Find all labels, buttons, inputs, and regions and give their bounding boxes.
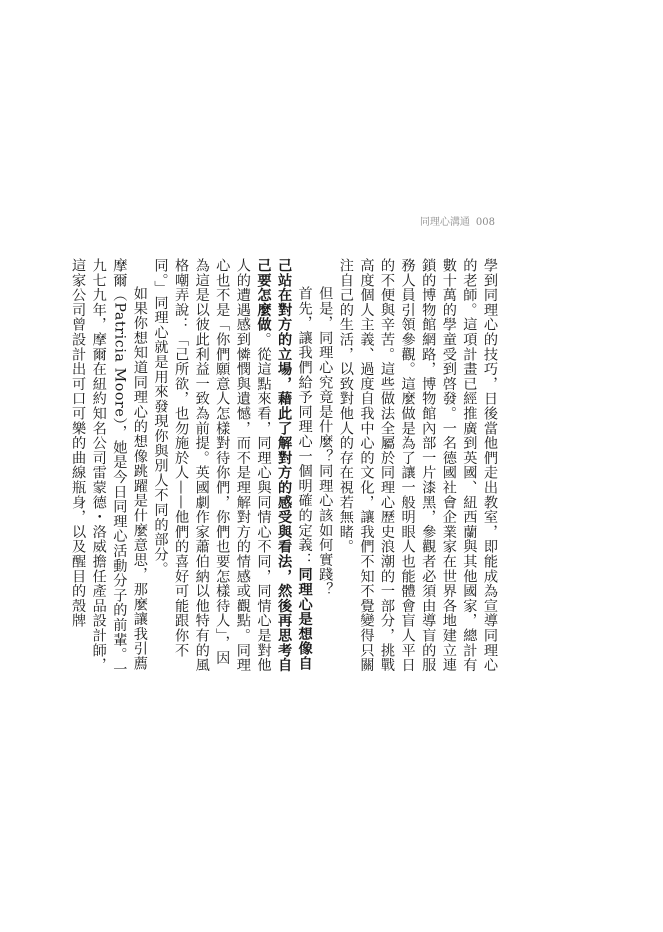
paragraph-2: 但是，同理心究竟是什麼？同理心該如何實踐？ [317, 286, 334, 598]
paragraph-4: 如果你想知道同理心的想像跳躍是什麼意思，那麼讓我引薦摩爾（Patricia Moore），她是今日同理心活動分子的前輩。一九七九年，摩爾在紐約知名公司雷蒙德・洛威擔任產品設計師，這家公司曾設計出可口可樂的曲線瓶身，以及醒目的殼牌 [70, 258, 148, 677]
paragraph-1: 學到同理心的技巧，日後當他們走出教室，即能成為宣導同理心的老師。這項計畫已經推廣到英國、紐西蘭與其他國家，總計有數十萬的學童受到啓發。一名德國社會企業家在世界各地建立連鎖的博物館網路，博物館內部一片漆黑，參觀者必須由導盲的服務人員引領參觀。這麼做是為了讓一般明眼人也能體會盲人平日的不便與辛苦。這些做法全屬於同理心歷史浪潮的一部分，挑戰高度個人主義、過度自我中心的文化，讓我們不知不覺變得只關注自己的生活，以致對他人的存在視若無睹。 [337, 258, 498, 673]
book-title: 同理心溝通 [419, 217, 470, 228]
running-head [385, 216, 495, 230]
paragraph-3-rest: 。從這點來看，同理心與同情心不同，同情心是對他人的遭遇感到憐憫與遺憾，而不是理解對方的情感或觀點。同理心也不是「你們願意人怎樣對待你們，你們也要怎樣待人」，因為這是以彼此利益一致為前提。英國劇作家蕭伯納以他特有的風格嘲弄說：「己所欲，也勿施於人——他們的喜好可能跟你不同。」同理心就是用來發現你與別人不同的部分。 [152, 258, 272, 673]
paragraph-3 [150, 258, 315, 678]
empathy-definition: 同理心是想像自己站在對方的立場，藉此了解對方的感受與看法，然後再思考自己要怎麼做 [255, 258, 313, 673]
body-text [70, 258, 500, 678]
paragraph-3-lead: 首先，讓我們給予同理心一個明確的定義： [296, 286, 313, 568]
page-number: 008 [475, 217, 495, 228]
